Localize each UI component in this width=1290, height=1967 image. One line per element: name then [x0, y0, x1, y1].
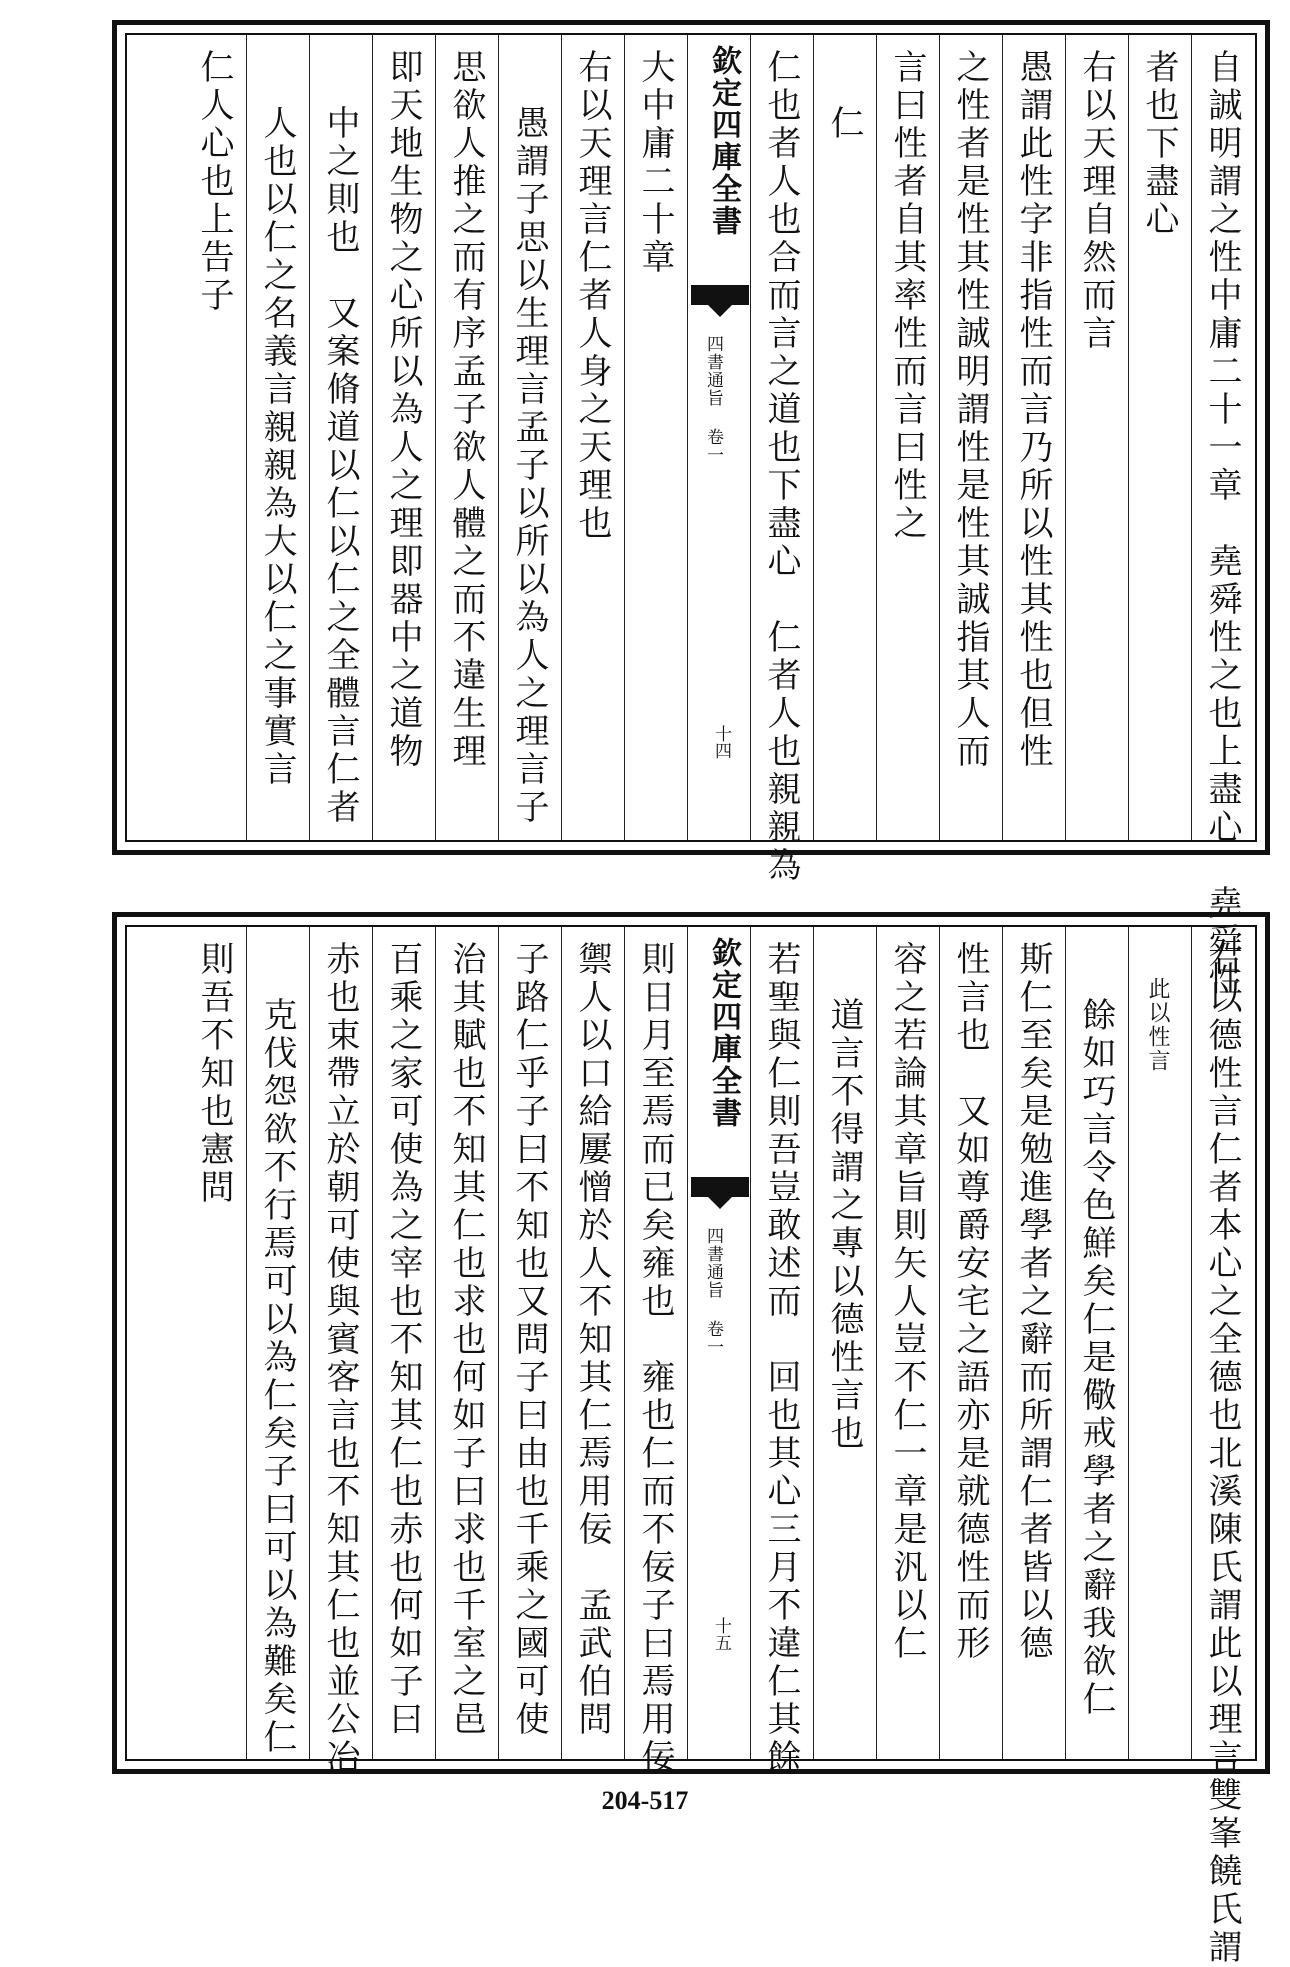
column-text: 人也以仁之名義言親親為大以仁之事實言 [257, 105, 297, 789]
column-text: 仁人心也上告子 [194, 49, 234, 315]
column-text: 愚謂此性字非指性而言乃所以性其性也但性 [1013, 49, 1053, 771]
text-column [313, 927, 371, 1777]
text-column [1069, 35, 1127, 840]
text-column [376, 35, 434, 840]
column-text: 大中庸二十章 [635, 49, 675, 277]
column-text: 斯仁至矣是勉進學者之辭而所謂仁者皆以德 [1013, 941, 1053, 1663]
top-page-frame [125, 33, 1257, 999]
column-text: 克伐怨欲不行焉可以為仁矣子曰可以為難矣仁 [257, 997, 297, 1757]
column-text: 右以德性言仁者本心之全德也北溪陳氏謂此以理言雙峯饒氏謂 [1202, 941, 1242, 1967]
column-text: 容之若論其章旨則矢人豈不仁一章是汎以仁 [887, 941, 927, 1663]
text-column [880, 35, 938, 840]
text-column [313, 35, 371, 840]
text-column [1006, 35, 1064, 840]
column-text: 禦人以口給屢憎於人不知其仁焉用佞 孟武伯問 [572, 941, 612, 1739]
text-column [628, 35, 686, 840]
column-text: 若聖與仁則吾豈敢述而 回也其心三月不違仁其餘 [761, 941, 801, 1777]
text-column [754, 927, 812, 1777]
column-text: 仁 [824, 105, 864, 143]
fold-margin [691, 35, 749, 840]
text-column [439, 35, 497, 840]
column-text: 此以性言 [1145, 977, 1170, 1073]
column-text: 自誠明謂之性中庸二十一章 堯舜性之也上盡心 堯舜性 [1202, 49, 1242, 999]
text-column [565, 927, 623, 1759]
book-title: 欽定四庫全書 [706, 937, 741, 1129]
text-column [187, 35, 245, 840]
fold-mark-icon [691, 285, 749, 305]
column-text: 右以天理言仁者人身之天理也 [572, 49, 612, 543]
text-column [817, 35, 875, 840]
fold-mark-icon [691, 1177, 749, 1197]
column-text: 中之則也 又案脩道以仁以仁之全體言仁者 [320, 105, 360, 827]
text-column [1006, 927, 1064, 1759]
column-text: 赤也束帶立於朝可使與賓客言也不知其仁也並公冶 [320, 941, 360, 1777]
text-column [250, 35, 308, 840]
page-label: 204-517 [601, 1786, 689, 1815]
column-text: 性言也 又如尊爵安宅之語亦是就德性而形 [950, 941, 990, 1663]
text-column [1069, 927, 1127, 1759]
column-text: 者也下盡心 [1139, 49, 1179, 239]
leaf-number: 十四 [711, 725, 731, 759]
text-column [1195, 35, 1265, 999]
text-column [1132, 927, 1190, 1759]
fold-margin [691, 927, 749, 1759]
column-text: 言曰性者自其率性而言曰性之 [887, 49, 927, 543]
column-text: 之性者是性其性誠明謂性是性其誠指其人而 [950, 49, 990, 771]
text-column [880, 927, 938, 1759]
text-column [565, 35, 623, 840]
text-column [754, 35, 812, 885]
text-column [628, 927, 686, 1777]
text-column [817, 927, 875, 1759]
top-page [112, 20, 1270, 999]
column-text: 百乘之家可使為之宰也不知其仁也赤也何如子曰 [383, 941, 423, 1739]
text-column [187, 927, 245, 1759]
column-text: 餘如巧言令色鮮矣仁是儆戒學者之辭我欲仁 [1076, 997, 1116, 1719]
text-column [439, 927, 497, 1759]
column-text: 愚謂子思以生理言孟子以所以為人之理言子 [509, 105, 549, 827]
column-text: 則日月至焉而已矣雍也 雍也仁而不佞子曰焉用佞 [635, 941, 675, 1777]
book-subtitle: 四書通旨 卷一 [703, 1227, 723, 1356]
column-text: 仁也者人也合而言之道也下盡心 仁者人也親親為 [761, 49, 801, 885]
text-column [376, 927, 434, 1759]
book-subtitle: 四書通旨 卷一 [703, 335, 723, 464]
column-text: 即天地生物之心所以為人之理即器中之道物 [383, 49, 423, 771]
column-text: 思欲人推之而有序孟子欲人體之而不違生理 [446, 49, 486, 771]
text-column [1132, 35, 1190, 840]
text-column [502, 927, 560, 1759]
column-text: 子路仁乎子曰不知也又問子曰由也千乘之國可使 [509, 941, 549, 1739]
text-column [502, 35, 560, 840]
column-text: 右以天理自然而言 [1076, 49, 1116, 353]
column-text: 道言不得謂之專以德性言也 [824, 997, 864, 1453]
text-column [943, 35, 1001, 840]
column-text: 則吾不知也憲問 [194, 941, 234, 1207]
column-text: 治其賦也不知其仁也求也何如子曰求也千室之邑 [446, 941, 486, 1739]
text-column [943, 927, 1001, 1759]
text-column [250, 927, 308, 1759]
leaf-number: 十五 [711, 1617, 731, 1651]
text-column [1195, 927, 1265, 1967]
book-title: 欽定四庫全書 [706, 45, 741, 237]
